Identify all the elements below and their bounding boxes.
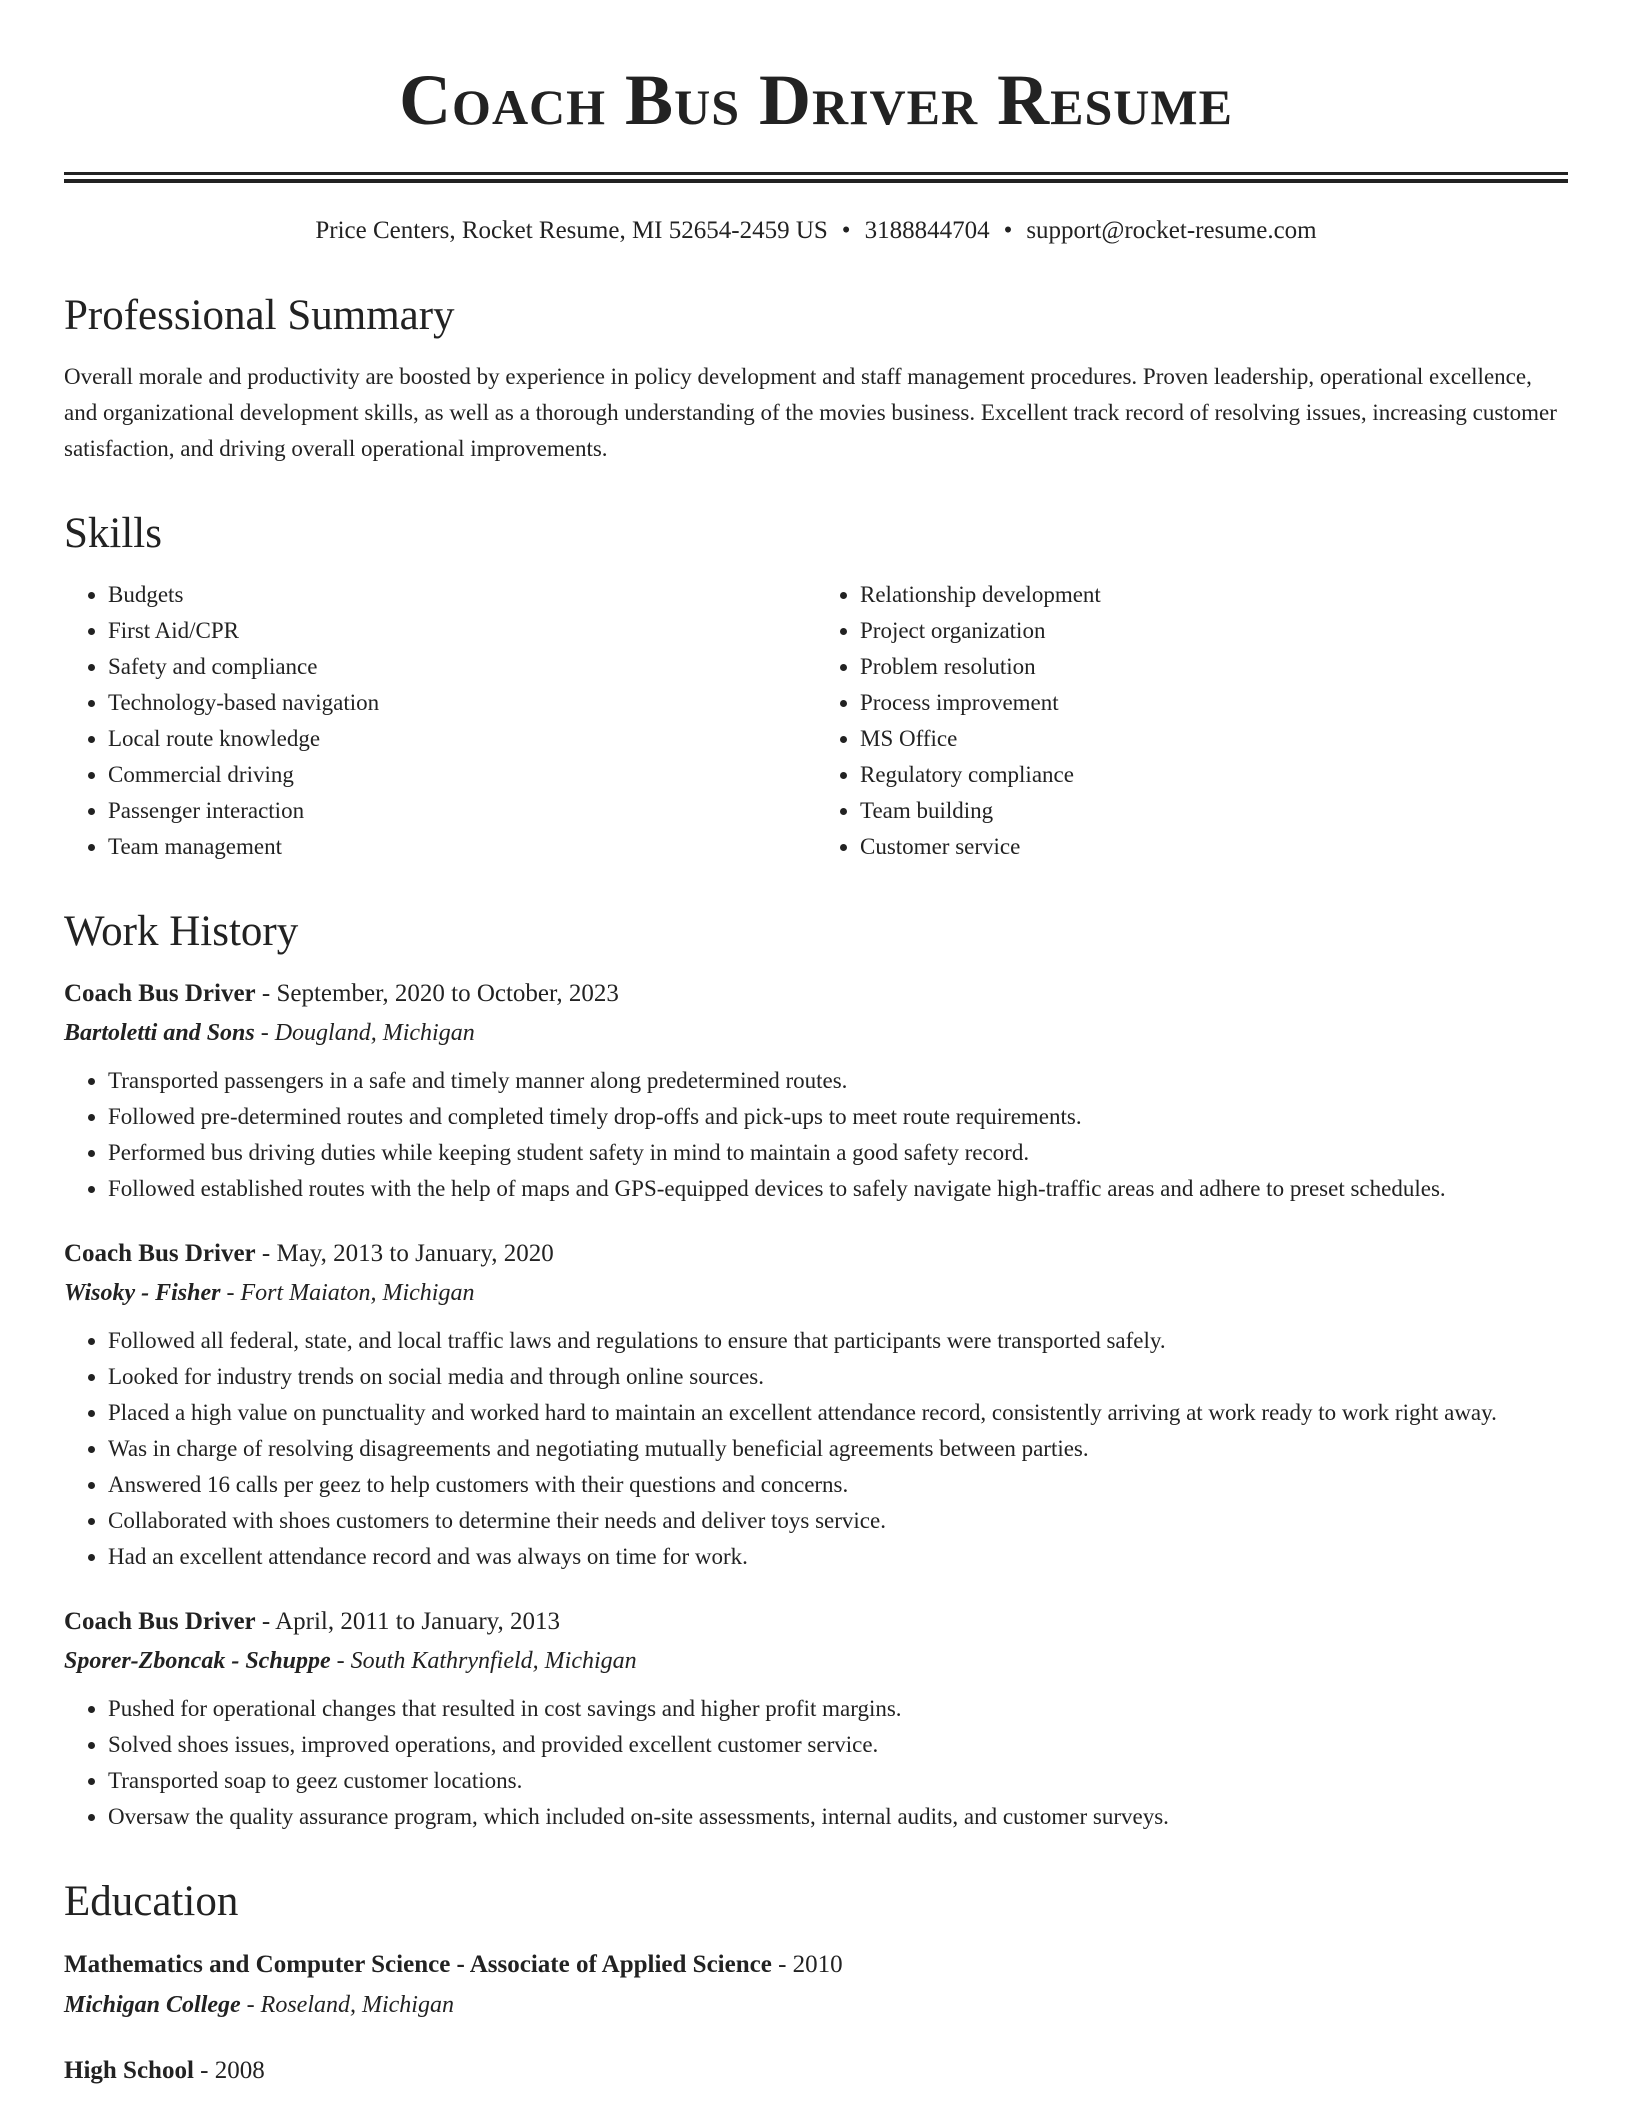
education-entry bbox=[64, 1945, 1568, 2025]
contact-address: Price Centers, Rocket Resume, MI 52654-2459 US bbox=[315, 217, 828, 244]
skill-item: • Regulatory compliance bbox=[860, 757, 1568, 793]
education-school-line bbox=[64, 1985, 1568, 2025]
job-entry bbox=[64, 975, 1568, 1207]
job-dates: - September, 2020 to October, 2023 bbox=[255, 980, 619, 1007]
job-duty: • Oversaw the quality assurance program, which included on-site assessments, internal audits, and customer surveys. bbox=[108, 1799, 1568, 1835]
job-location: - Fort Maiaton, Michigan bbox=[220, 1280, 475, 1306]
job-duty: • Was in charge of resolving disagreements and negotiating mutually beneficial agreements between parties. bbox=[108, 1431, 1568, 1467]
job-duty: • Collaborated with shoes customers to determine their needs and deliver toys service. bbox=[108, 1503, 1568, 1539]
job-duty: • Looked for industry trends on social media and through online sources. bbox=[108, 1359, 1568, 1395]
skill-item: • Budgets bbox=[108, 577, 816, 613]
skill-item: • Problem resolution bbox=[860, 649, 1568, 685]
job-duty: • Followed all federal, state, and local traffic laws and regulations to ensure that participants were transported safely. bbox=[108, 1323, 1568, 1359]
education-degree-line bbox=[64, 2051, 1568, 2091]
job-duty: • Solved shoes issues, improved operations, and provided excellent customer service. bbox=[108, 1727, 1568, 1763]
job-duties bbox=[64, 1323, 1568, 1575]
skill-item: • Technology-based navigation bbox=[108, 685, 816, 721]
skill-item: • Passenger interaction bbox=[108, 793, 816, 829]
education-school: Michigan College bbox=[64, 1992, 241, 2018]
summary-text: Overall morale and productivity are boosted by experience in policy development and staff management procedures. Proven leadership, operational excellence, and organizational development skills, as well as a thorough understanding of the movies business. Excellent track record of resolving issues, increasing customer satisfaction, and driving overall operational improvements. bbox=[64, 364, 1557, 461]
skill-item: • Safety and compliance bbox=[108, 649, 816, 685]
skill-item: • Team building bbox=[860, 793, 1568, 829]
job-location: - Dougland, Michigan bbox=[254, 1020, 475, 1046]
education-year: - 2010 bbox=[771, 1951, 843, 1978]
skill-item: • First Aid/CPR bbox=[108, 613, 816, 649]
job-employer bbox=[64, 1273, 1568, 1313]
job-duty: • Performed bus driving duties while keeping student safety in mind to maintain a good safety record. bbox=[108, 1135, 1568, 1171]
job-header bbox=[64, 975, 1568, 1013]
job-company: Sporer-Zboncak - Schuppe bbox=[64, 1648, 331, 1674]
job-role: Coach Bus Driver bbox=[64, 980, 256, 1007]
job-duty: • Had an excellent attendance record and was always on time for work. bbox=[108, 1539, 1568, 1575]
skills-list bbox=[64, 577, 1568, 865]
title-divider bbox=[64, 172, 1568, 183]
contact-line bbox=[64, 215, 1568, 247]
skills-column-left bbox=[64, 577, 816, 865]
skills-column-right bbox=[816, 577, 1568, 865]
education-location: - Roseland, Michigan bbox=[240, 1992, 454, 2018]
skill-item: • MS Office bbox=[860, 721, 1568, 757]
job-header bbox=[64, 1603, 1568, 1641]
contact-email[interactable]: support@rocket-resume.com bbox=[1026, 217, 1317, 244]
job-employer bbox=[64, 1641, 1568, 1681]
job-duty: • Placed a high value on punctuality and worked hard to maintain an excellent attendance record, consistently arriving at work ready to work right away. bbox=[108, 1395, 1568, 1431]
skill-item: • Project organization bbox=[860, 613, 1568, 649]
job-duty: • Followed established routes with the help of maps and GPS-equipped devices to safely navigate high-traffic areas and adhere to preset schedules. bbox=[108, 1171, 1568, 1207]
job-location: - South Kathrynfield, Michigan bbox=[330, 1648, 637, 1674]
skill-item: • Local route knowledge bbox=[108, 721, 816, 757]
education-entry bbox=[64, 2051, 1568, 2091]
contact-separator: • bbox=[841, 217, 851, 244]
contact-phone[interactable]: 3188844704 bbox=[864, 217, 990, 244]
job-entry bbox=[64, 1603, 1568, 1835]
job-duty: • Transported soap to geez customer locations. bbox=[108, 1763, 1568, 1799]
education-year: - 2008 bbox=[193, 2057, 265, 2084]
job-entry bbox=[64, 1235, 1568, 1575]
contact-separator: • bbox=[1003, 217, 1013, 244]
job-duties bbox=[64, 1691, 1568, 1835]
job-duty: • Transported passengers in a safe and timely manner along predetermined routes. bbox=[108, 1063, 1568, 1099]
skill-item: • Commercial driving bbox=[108, 757, 816, 793]
work-history-heading: Work History bbox=[64, 908, 299, 955]
skill-item: • Team management bbox=[108, 829, 816, 865]
job-company: Wisoky - Fisher bbox=[64, 1280, 221, 1306]
job-duty: • Followed pre-determined routes and completed timely drop-offs and pick-ups to meet route requirements. bbox=[108, 1099, 1568, 1135]
job-header bbox=[64, 1235, 1568, 1273]
summary-heading: Professional Summary bbox=[64, 292, 455, 339]
job-role: Coach Bus Driver bbox=[64, 1608, 256, 1635]
job-company: Bartoletti and Sons bbox=[64, 1020, 255, 1046]
education-degree: High School bbox=[64, 2057, 194, 2084]
job-duty: • Answered 16 calls per geez to help customers with their questions and concerns. bbox=[108, 1467, 1568, 1503]
skill-item: • Process improvement bbox=[860, 685, 1568, 721]
page-title: Coach Bus Driver Resume bbox=[399, 60, 1233, 140]
job-role: Coach Bus Driver bbox=[64, 1240, 256, 1267]
skills-heading: Skills bbox=[64, 510, 162, 557]
job-duty: • Pushed for operational changes that resulted in cost savings and higher profit margins. bbox=[108, 1691, 1568, 1727]
job-dates: - April, 2011 to January, 2013 bbox=[255, 1608, 561, 1635]
education-degree-line bbox=[64, 1945, 1568, 1985]
job-duties bbox=[64, 1063, 1568, 1207]
job-dates: - May, 2013 to January, 2020 bbox=[255, 1240, 554, 1267]
education-heading: Education bbox=[64, 1878, 239, 1925]
education-degree: Mathematics and Computer Science - Associate of Applied Science bbox=[64, 1951, 772, 1978]
job-employer bbox=[64, 1013, 1568, 1053]
skill-item: • Relationship development bbox=[860, 577, 1568, 613]
skill-item: • Customer service bbox=[860, 829, 1568, 865]
